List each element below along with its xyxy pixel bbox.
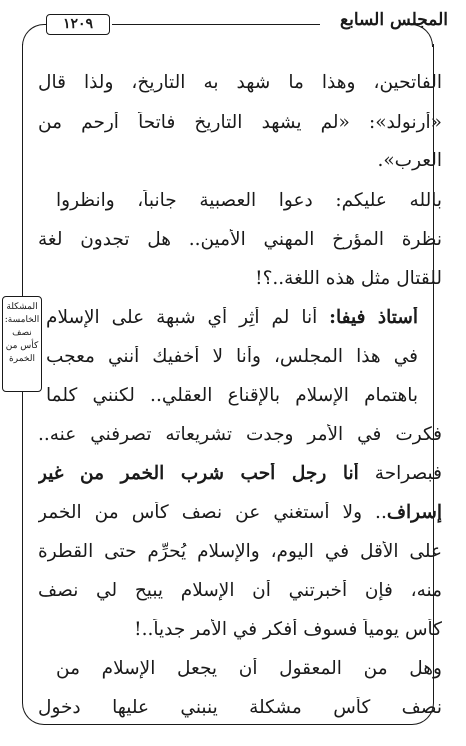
margin-note-line: كأس من <box>5 341 39 351</box>
body-line: باهتمام الإسلام بالإقناع العقلي.. لكنني كلما <box>46 385 418 406</box>
bold-phrase: إسراف <box>386 502 442 523</box>
body-line: الفاتحين، وهذا ما شهد به التاريخ، ولذا قال <box>38 72 442 93</box>
body-line: العرب». <box>377 150 442 171</box>
body-line: فكرت في الأمر وجدت تشريعاته تصرفني عنه.. <box>38 424 442 445</box>
margin-note-line: نصف <box>12 328 32 338</box>
body-line: كأس يومياً فسوف أفكر في الأمر جدياً..! <box>134 619 442 640</box>
header-rule <box>112 24 320 25</box>
body-line: منه، فإن أخبرتني أن الإسلام يبيح لي نصف <box>38 580 442 601</box>
body-line: وهل من المعقول أن يجعل الإسلام من <box>56 658 442 679</box>
body-line: نصف كأس مشكلة ينبني عليها دخول <box>38 697 442 718</box>
margin-note <box>2 296 42 392</box>
body-line: بالله عليكم: دعوا العصبية جانباً، وانظروا <box>56 190 442 211</box>
body-line: «أرنولد»: «لم يشهد التاريخ فاتحاً أرحم من <box>38 112 442 133</box>
body-line: فبصراحة أنا رجل أحب شرب الخمر من غير <box>38 463 442 484</box>
body-line: نظرة المؤرخ المهني الأمين.. هل تجدون لغة <box>38 229 442 250</box>
chapter-title: المجلس السابع <box>340 10 448 30</box>
margin-note-line: الخمرة <box>9 354 35 364</box>
margin-note-line: المشكلة <box>6 302 38 312</box>
bold-phrase: أنا رجل أحب شرب الخمر من غير <box>38 463 359 484</box>
body-line: في هذا المجلس، وأنا لا أخفيك أنني معجب <box>46 346 418 367</box>
body-line: على الأقل في اليوم، والإسلام يُحرِّم حتى القطرة <box>38 541 442 562</box>
body-line: أستاذ فيفا: أنا لم أُثِر أي شبهة على الإسلام <box>46 307 418 328</box>
page-number: ١٢٠٩ <box>46 14 110 35</box>
margin-note-line: الخامسة: <box>4 315 40 325</box>
body-line: إسراف.. ولا أستغني عن نصف كأس من الخمر <box>38 502 442 523</box>
speaker-name: أستاذ فيفا: <box>329 307 418 328</box>
body-line: للقتال مثل هذه اللغة..؟! <box>255 268 442 289</box>
